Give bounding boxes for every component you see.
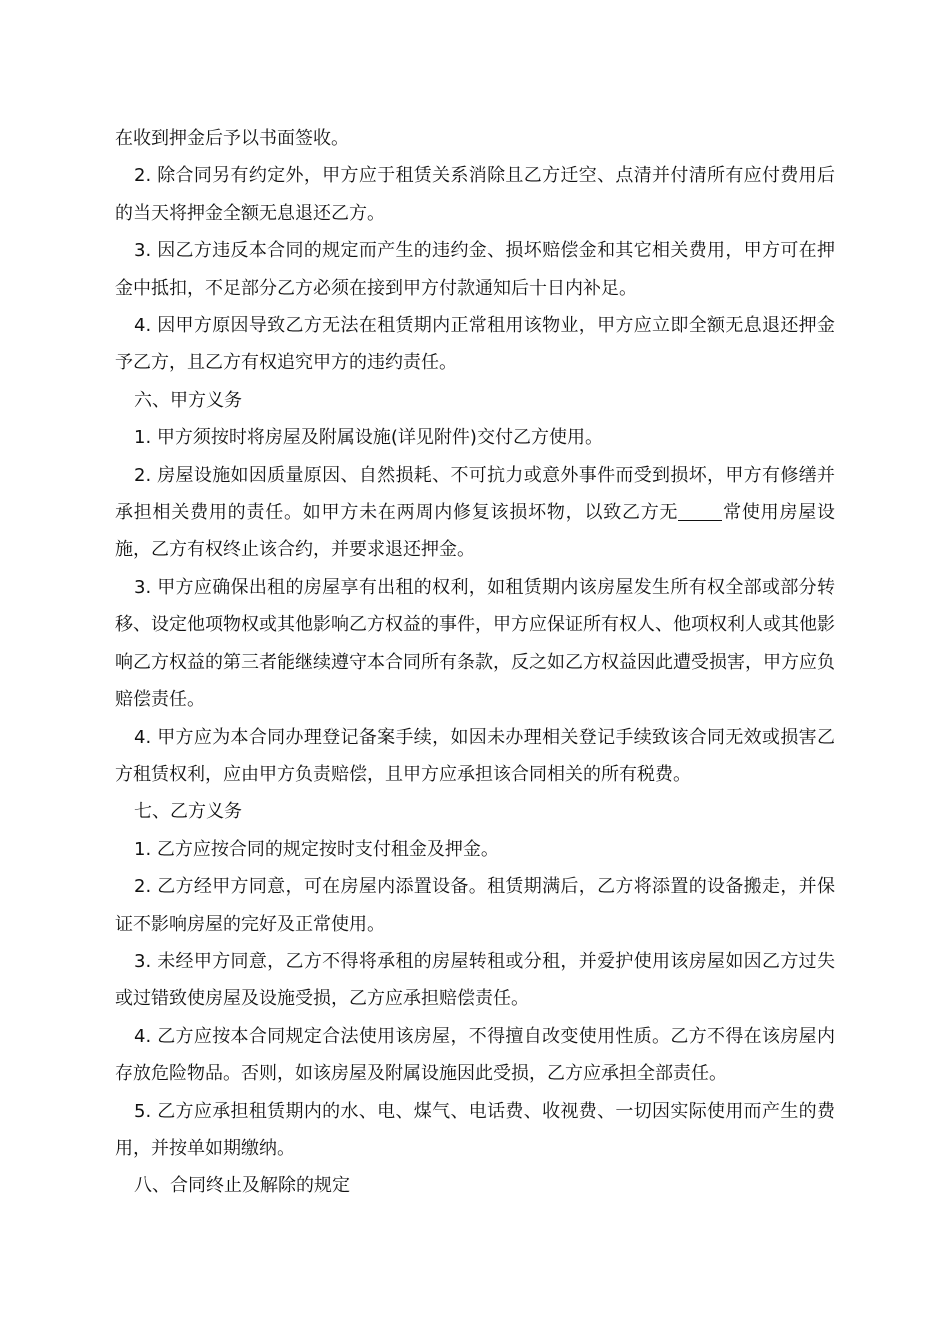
section-heading-tenant-obligations: 七、乙方义务	[134, 801, 242, 823]
section-heading-landlord-obligations: 六、甲方义务	[134, 389, 242, 411]
paragraph-tenant-payment: 1. 乙方应按合同的规定按时支付租金及押金。	[134, 838, 499, 860]
repairs-text-before: 2. 房屋设施如因质量原因、自然损耗、不可抗力或意外事件而受到损坏，甲方有修缮并承担相关费用的责任。如甲方未在两周内修复该损坏物，以致乙方无	[115, 464, 835, 524]
paragraph-landlord-rights: 3. 甲方应确保出租的房屋享有出租的权利，如租赁期内该房屋发生所有权全部或部分转移、设定他项物权或其他影响乙方权益的事件，甲方应保证所有权人、他项权利人或其他影响乙方权益的第三者能继续遵守本合同所有条款，反之如乙方权益因此遭受损害，甲方应负赔偿责任。	[115, 576, 835, 711]
paragraph-tenant-utilities: 5. 乙方应承担租赁期内的水、电、煤气、电话费、收视费、一切因实际使用而产生的费用，并按单如期缴纳。	[115, 1100, 835, 1159]
paragraph-deposit-deduction: 3. 因乙方违反本合同的规定而产生的违约金、损坏赔偿金和其它相关费用，甲方可在押金中抵扣，不足部分乙方必须在接到甲方付款通知后十日内补足。	[115, 240, 835, 299]
paragraph-deposit-receipt: 在收到押金后予以书面签收。	[115, 128, 349, 149]
paragraph-landlord-delivery: 1. 甲方须按时将房屋及附属设施(详见附件)交付乙方使用。	[134, 427, 603, 449]
repairs-text-after: 常使用房屋设施，乙方有权终止该合约，并要求退还押金。	[115, 502, 836, 561]
paragraph-tenant-usage: 4. 乙方应按本合同规定合法使用该房屋，不得擅自改变使用性质。乙方不得在该房屋内存放危险物品。否则，如该房屋及附属设施因此受损，乙方应承担全部责任。	[115, 1025, 835, 1085]
paragraph-tenant-sublet: 3. 未经甲方同意，乙方不得将承租的房屋转租或分租，并爱护使用该房屋如因乙方过失或过错致使房屋及设施受损，乙方应承担赔偿责任。	[115, 950, 835, 1010]
paragraph-landlord-registration: 4. 甲方应为本合同办理登记备案手续，如因未办理相关登记手续致该合同无效或损害乙方租赁权利，应由甲方负责赔偿，且甲方应承担该合同相关的所有税费。	[115, 726, 835, 785]
paragraph-deposit-landlord-fault: 4. 因甲方原因导致乙方无法在租赁期内正常租用该物业，甲方应立即全额无息退还押金予乙方，且乙方有权追究甲方的违约责任。	[115, 315, 835, 374]
section-heading-termination: 八、合同终止及解除的规定	[134, 1175, 350, 1197]
paragraph-tenant-equipment: 2. 乙方经甲方同意，可在房屋内添置设备。租赁期满后，乙方将添置的设备搬走，并保证不影响房屋的完好及正常使用。	[115, 876, 835, 935]
document-body	[115, 120, 835, 1205]
paragraph-landlord-repairs	[115, 457, 835, 569]
blank-underline	[678, 502, 722, 521]
paragraph-deposit-refund: 2. 除合同另有约定外，甲方应于租赁关系消除且乙方迁空、点清并付清所有应付费用后的当天将押金全额无息退还乙方。	[115, 165, 835, 224]
